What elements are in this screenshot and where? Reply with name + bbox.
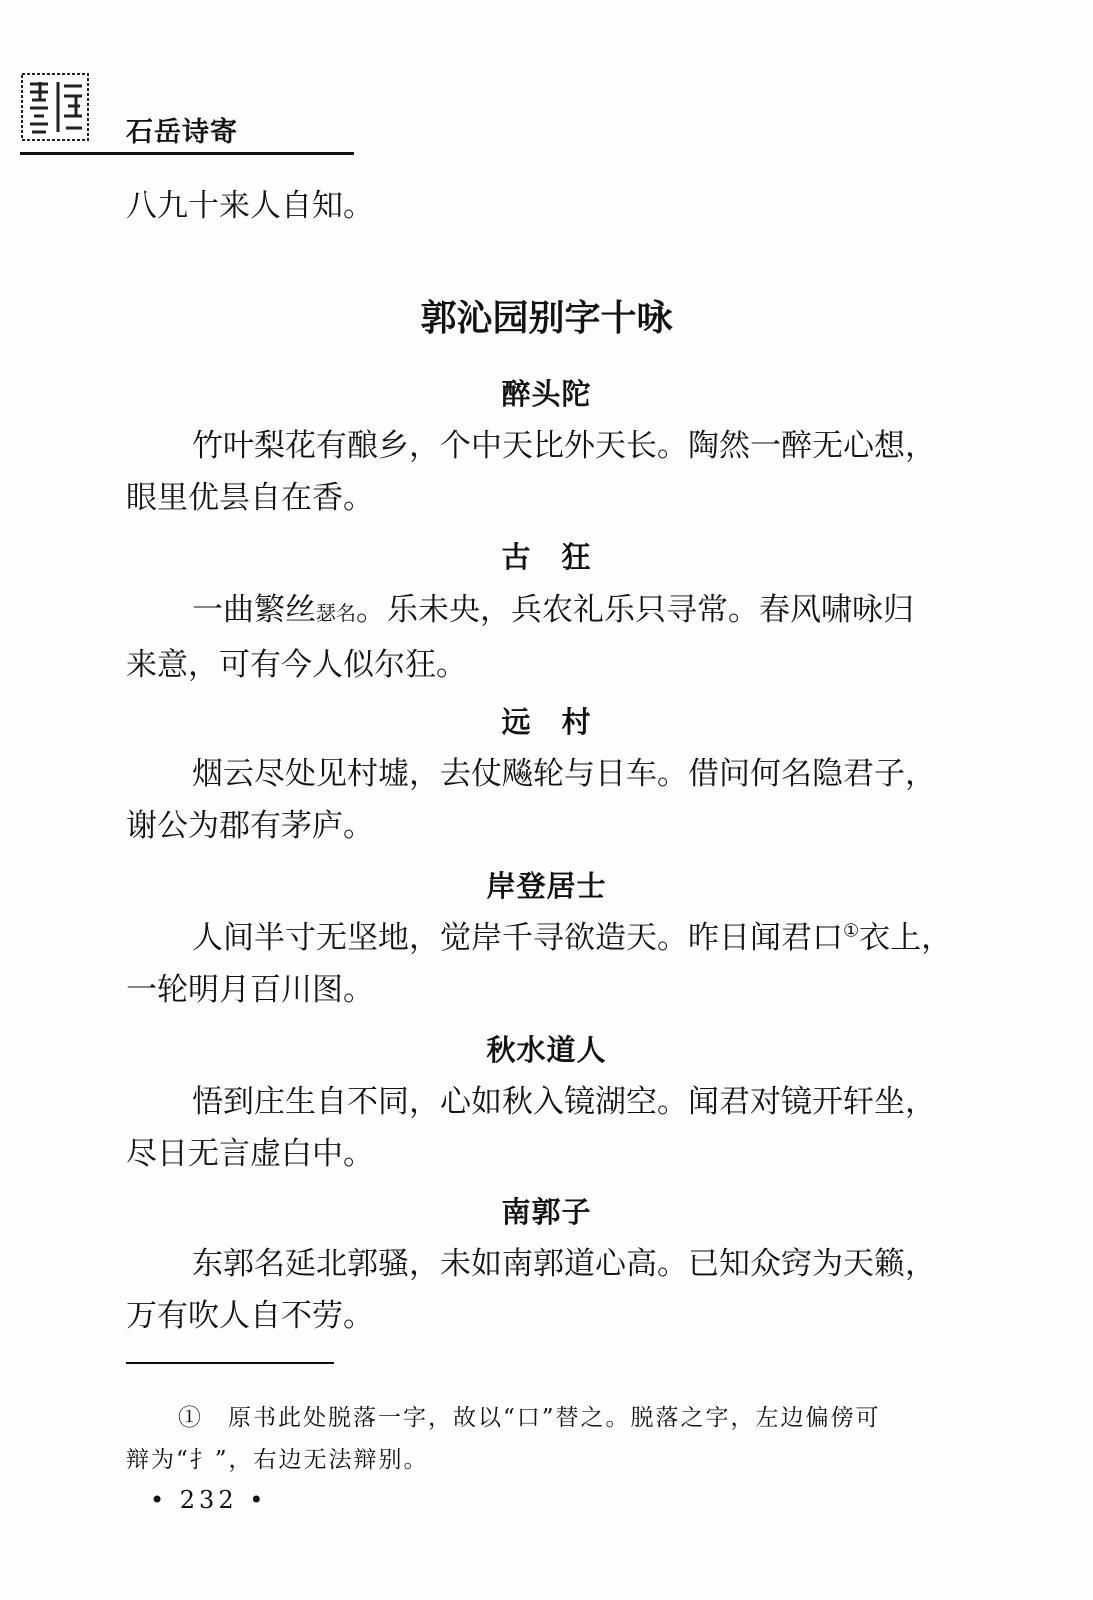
poem-title: 醉头陀 <box>501 377 592 411</box>
poem-body <box>126 1238 961 1342</box>
carry-over-line: 八九十来人自知。 <box>126 188 374 224</box>
footnote-ref: ① <box>843 920 860 942</box>
footnote-rule <box>126 1362 334 1364</box>
footnote-line: 辩为“扌”，右边无法辩别。 <box>126 1447 429 1473</box>
poem-line: 东郭名延北郭骚，未如南郭道心高。已知众窍为天籁， <box>192 1246 936 1282</box>
poem-line: 悟到庄生自不同，心如秋入镜湖空。闻君对镜开轩坐， <box>192 1084 936 1120</box>
poem-body <box>126 420 961 524</box>
poem-body <box>126 584 961 691</box>
poem-line: 一轮明月百川图。 <box>126 972 374 1008</box>
footnote-line: ① 原书此处脱落一字，故以“口”替之。脱落之字，左边偏傍可 <box>178 1405 881 1431</box>
poem-line: 烟云尽处见村墟，去仗飚轮与日车。借问何名隐君子， <box>192 756 936 792</box>
seal-stamp-icon <box>20 72 90 142</box>
poem-body <box>126 748 961 852</box>
poem-line: 来意，可有今人似尔狂。 <box>126 647 467 683</box>
poem-line <box>126 912 961 964</box>
poem-title: 岸登居士 <box>486 869 607 903</box>
poem-text: 人间半寸无坚地，觉岸千寻欲造天。昨日闻君口 <box>192 920 843 956</box>
poem-title: 远 村 <box>501 705 592 739</box>
poem-text: 。乐未央，兵农礼乐只寻常。春风啸咏归 <box>356 592 914 628</box>
header-rule <box>20 152 354 155</box>
page-number: • 232 • <box>150 1486 268 1514</box>
poem-line <box>126 584 961 639</box>
poem-text: 一曲繁丝 <box>192 592 316 628</box>
main-title: 郭沁园别字十咏 <box>420 298 673 339</box>
poem-title: 秋水道人 <box>486 1033 607 1067</box>
inline-note: 瑟名 <box>316 601 356 625</box>
poem-line: 眼里优昙自在香。 <box>126 480 374 516</box>
poem-line: 竹叶梨花有酿乡，个中天比外天长。陶然一醉无心想， <box>192 428 936 464</box>
poem-line: 尽日无言虚白中。 <box>126 1136 374 1172</box>
poem-body <box>126 912 961 1016</box>
poem-title: 南郭子 <box>501 1195 592 1229</box>
poem-line: 谢公为郡有茅庐。 <box>126 808 374 844</box>
poem-text: 衣上， <box>859 920 953 956</box>
poem-title: 古 狂 <box>501 540 592 574</box>
book-title: 石岳诗寄 <box>126 117 238 148</box>
poem-body <box>126 1076 961 1180</box>
footnote <box>126 1397 961 1481</box>
poem-line: 万有吹人自不劳。 <box>126 1298 374 1334</box>
